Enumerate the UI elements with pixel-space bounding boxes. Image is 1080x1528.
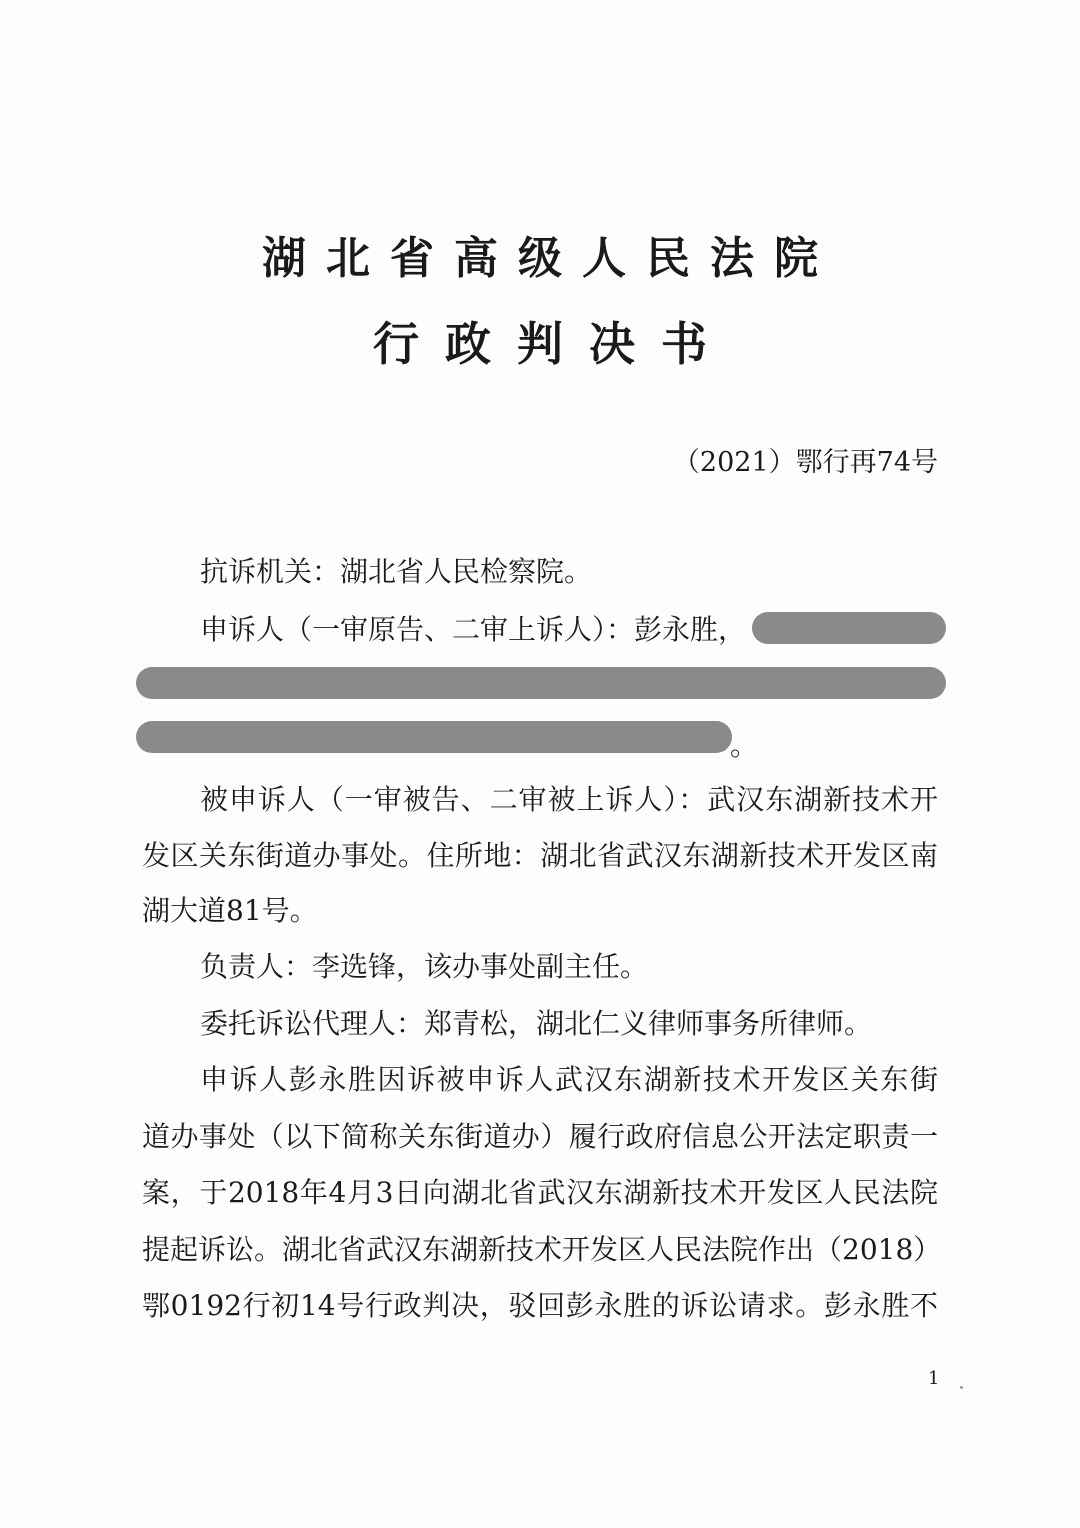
redacted-line-end: 。 xyxy=(730,729,759,762)
respondent-line: 被申诉人（一审被告、二审被上诉人）：武汉东湖新技术开 xyxy=(200,783,938,816)
agent-line: 委托诉讼代理人：郑青松，湖北仁义律师事务所律师。 xyxy=(200,1007,873,1040)
responsible-person-line: 负责人：李选锋，该办事处副主任。 xyxy=(200,950,649,983)
case-paragraph-line: 道办事处（以下简称关东街道办）履行政府信息公开法定职责一 xyxy=(142,1120,938,1153)
document-type-title: 行政判决书 xyxy=(373,317,733,371)
redaction-bar xyxy=(752,612,946,644)
respondent-address-end: 湖大道81号。 xyxy=(142,894,318,927)
case-paragraph-line: 案，于2018年4月3日向湖北省武汉东湖新技术开发区人民法院 xyxy=(142,1176,938,1209)
redaction-bar xyxy=(136,721,732,753)
court-name: 湖北省高级人民法院 xyxy=(262,233,838,284)
redaction-bar xyxy=(136,667,946,699)
case-number: （2021）鄂行再74号 xyxy=(672,447,938,478)
scan-speck xyxy=(960,1386,963,1389)
respondent-address-line: 发区关东街道办事处。住所地：湖北省武汉东湖新技术开发区南 xyxy=(142,839,938,872)
page-number: 1 xyxy=(928,1368,940,1389)
case-paragraph-line: 鄂0192行初14号行政判决，驳回彭永胜的诉讼请求。彭永胜不 xyxy=(142,1289,938,1322)
case-paragraph-line: 提起诉讼。湖北省武汉东湖新技术开发区人民法院作出（2018） xyxy=(142,1233,942,1266)
appellant-line: 申诉人（一审原告、二审上诉人）：彭永胜， xyxy=(200,613,747,646)
protest-organ-line: 抗诉机关：湖北省人民检察院。 xyxy=(200,555,593,588)
case-paragraph-line: 申诉人彭永胜因诉被申诉人武汉东湖新技术开发区关东街 xyxy=(200,1063,938,1096)
